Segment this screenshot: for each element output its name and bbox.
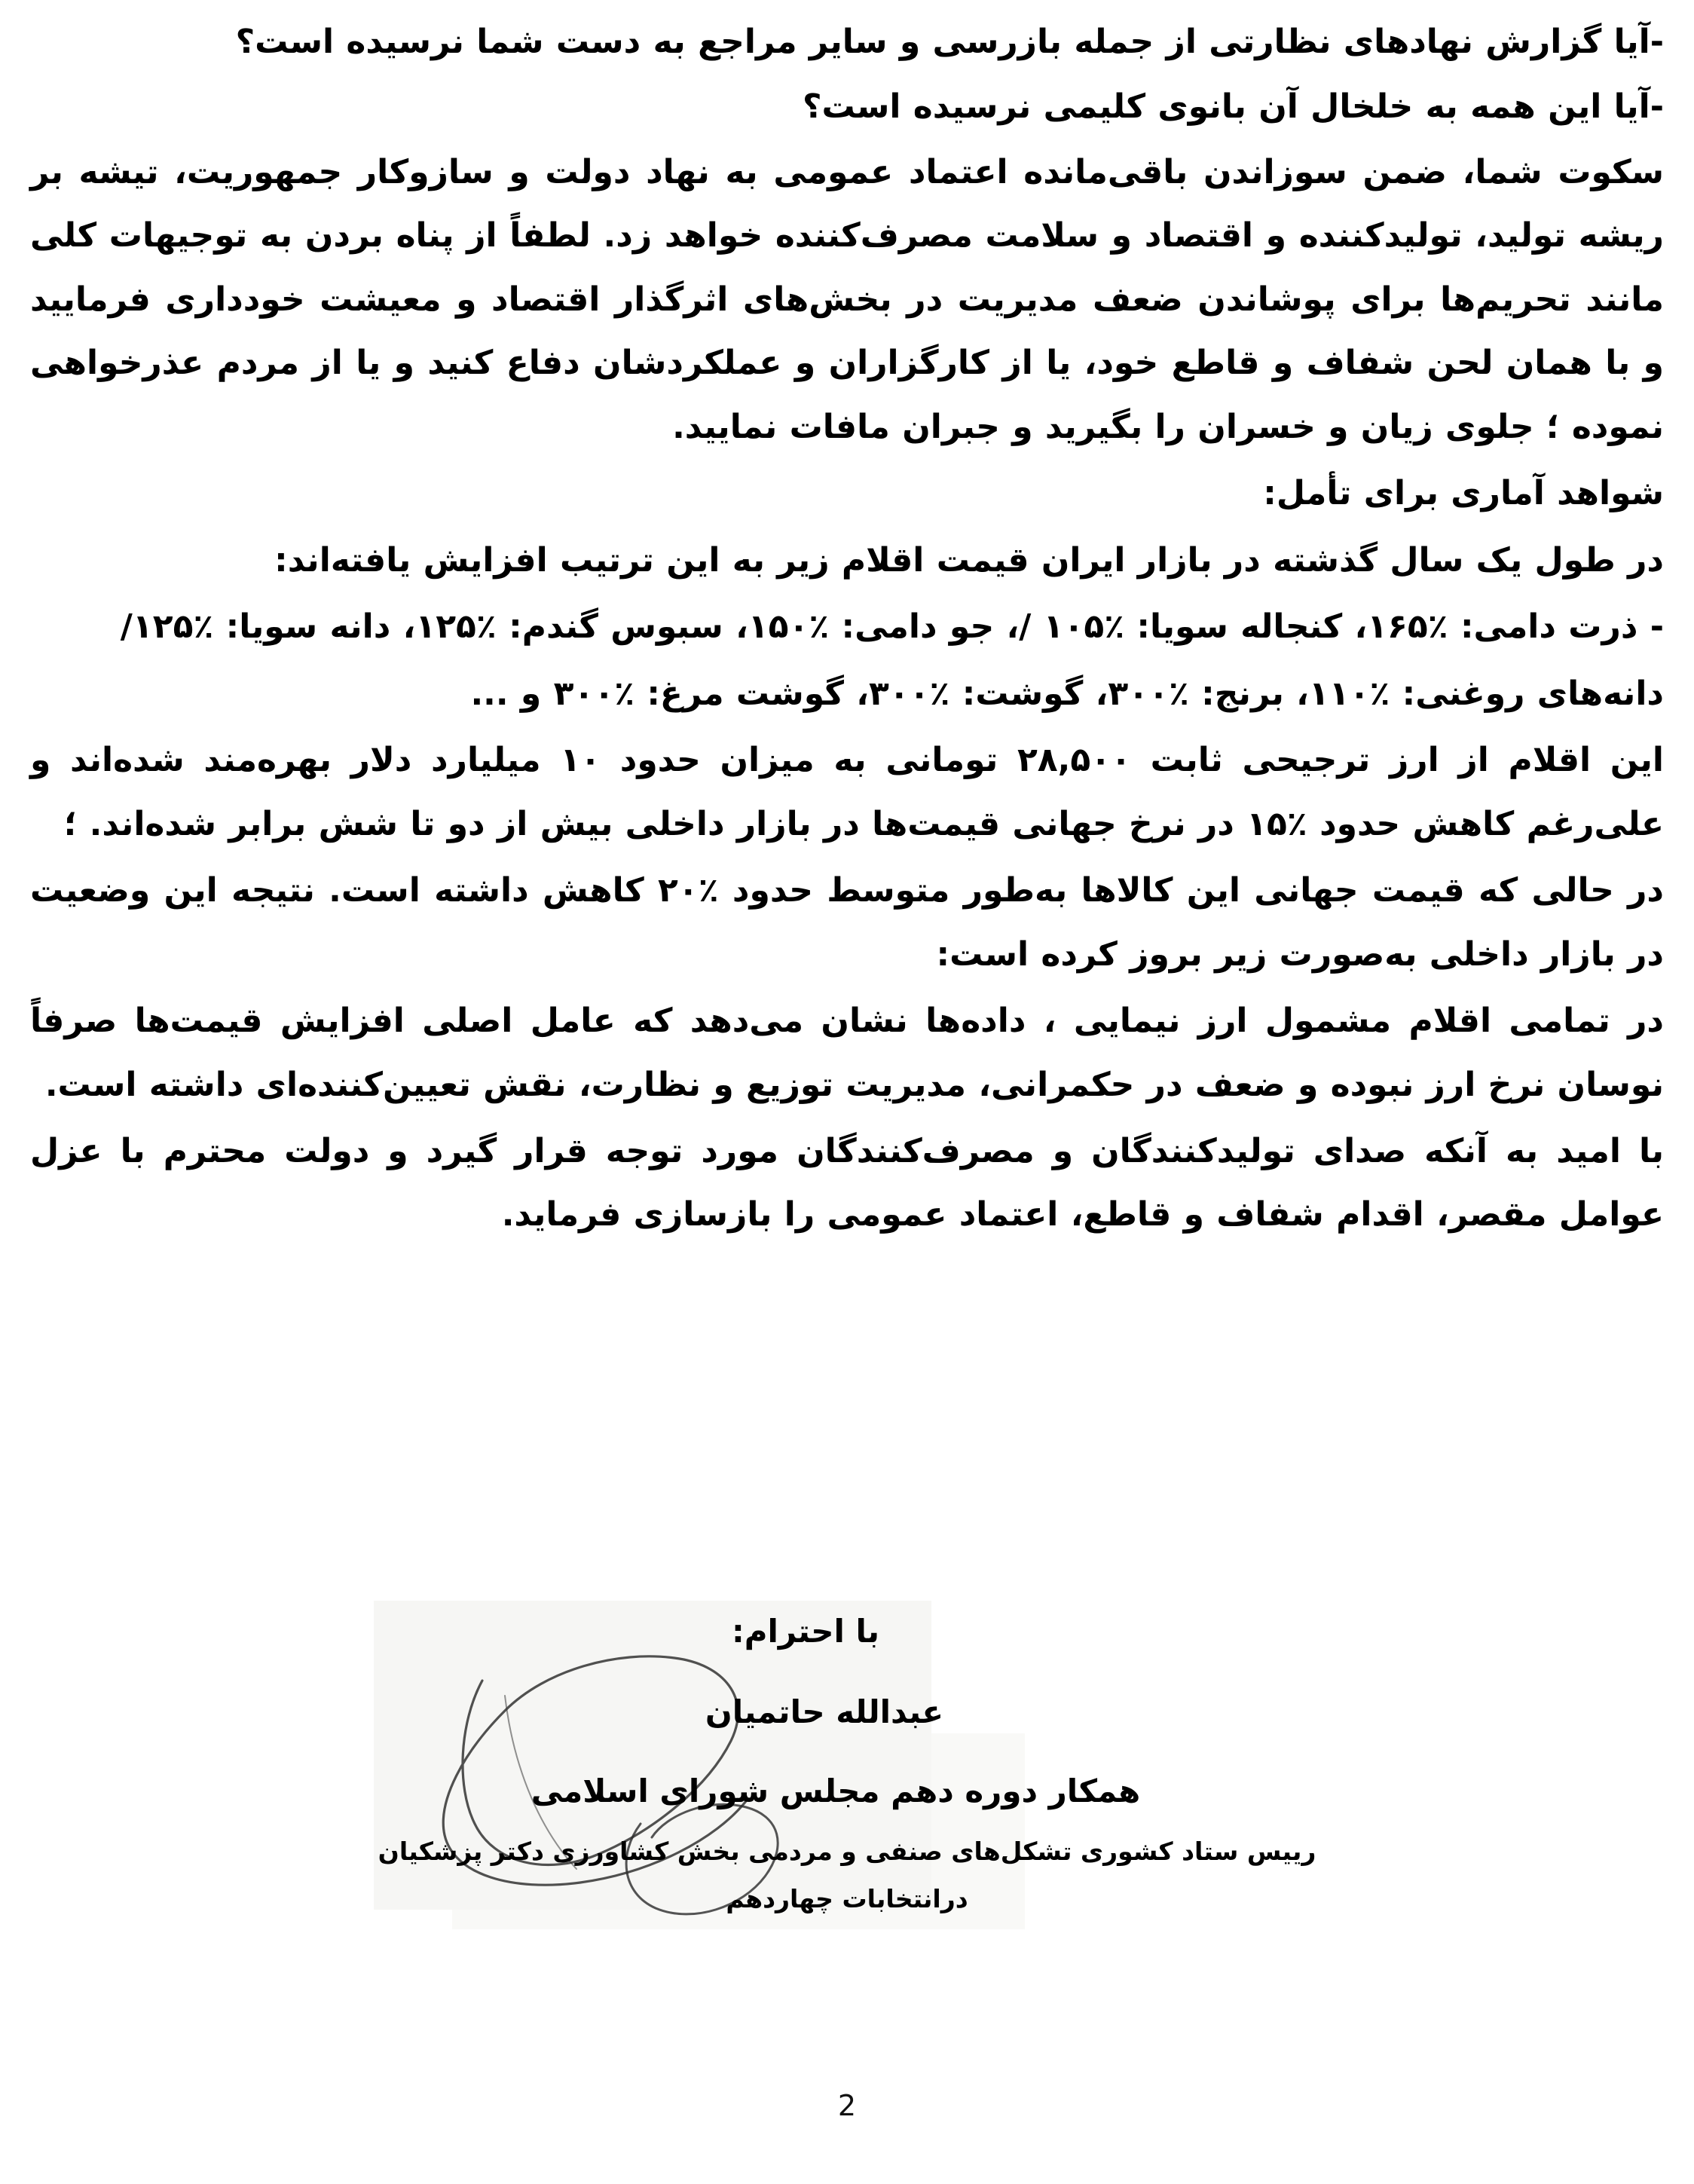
statistics-list-line-1: - ذرت دامی: ٪۱۶۵، کنجاله سویا: ٪۱۰۵ /، جو دامی: ٪۱۵۰، سبوس گندم: ٪۱۲۵، دانه سویا: ٪۱۲۵/ <box>120 607 1664 647</box>
signer-name: عبدالله حاتمیان <box>705 1693 944 1731</box>
statistics-list-line-2: دانه‌های روغنی: ٪۱۱۰، برنج: ٪۳۰۰، گوشت: ٪۳۰۰، گوشت مرغ: ٪۳۰۰ و ... <box>470 674 1664 713</box>
question-line-2: -آیا این همه به خلخال آن بانوی کلیمی نرسیده است؟ <box>802 87 1664 127</box>
signer-role-primary: همکار دوره دهم مجلس شورای اسلامی <box>531 1773 1141 1810</box>
signer-role-secondary: رییس ستاد کشوری تشکل‌های صنفی و مردمی بخش کشاورزی دکتر پزشکیان <box>378 1837 1316 1867</box>
paragraph-global-prices: در حالی که قیمت جهانی این کالاها به‌طور متوسط حدود ٪۲۰ کاهش داشته است. نتیجه این وضعیت در بازار داخلی به‌صورت زیر بروز کرده است: <box>30 871 1664 974</box>
paragraph-preferential-currency: این اقلام از ارز ترجیحی ثابت ۲۸,۵۰۰ تومانی به میزان حدود ۱۰ میلیارد دلار بهره‌مند شده‌اند و علی‌رغم کاهش حدود ٪۱۵ در نرخ جهانی قیمت‌ها در بازار داخلی بیش از دو تا شش برابر شده‌اند. ؛ <box>30 741 1664 843</box>
statistics-intro: در طول یک سال گذشته در بازار ایران قیمت اقلام زیر به این ترتیب افزایش یافته‌اند: <box>274 540 1664 580</box>
closing-regards: با احترام: <box>731 1613 880 1650</box>
document-body <box>30 11 1664 1250</box>
signer-role-tertiary: درانتخابات چهاردهم <box>726 1884 968 1914</box>
paragraph-hope: با امید به آنکه صدای تولیدکنندگان و مصرف‌کنندگان مورد توجه قرار گیرد و دولت محترم با عزل عوامل مقصر، اقدام شفاف و قاطع، اعتماد عمومی را بازسازی فرماید. <box>30 1131 1664 1234</box>
page-number: 2 <box>837 2089 857 2122</box>
question-line-1: -آیا گزارش نهادهای نظارتی از جمله بازرسی و سایر مراجع به دست شما نرسیده است؟ <box>235 23 1664 61</box>
paragraph-appeal: سکوت شما، ضمن سوزاندن باقی‌مانده اعتماد عمومی به نهاد دولت و سازوکار جمهوریت، تیشه بر ریشه تولید، تولیدکننده و اقتصاد و سلامت مصرف‌کننده خواهد زد. لطفاً از پناه بردن به توجیهات کلی مانند تحریم‌ها برای پوشاندن ضعف مدیریت در بخش‌های اثرگذار اقتصاد و معیشت خودداری فرمایید و با همان لحن شفاف و قاطع خود، یا از کارگزاران و عملکردشان دفاع کنید و یا از مردم عذرخواهی نموده ؛ جلوی زیان و خسران را بگیرید و جبران مافات نمایید. <box>30 152 1664 446</box>
statistics-heading: شواهد آماری برای تأمل: <box>1263 474 1664 513</box>
signature-block <box>0 1607 1694 1919</box>
paragraph-nima-currency: در تمامی اقلام مشمول ارز نیمایی ، داده‌ها نشان می‌دهد که عامل اصلی افزایش قیمت‌ها صرفاً نوسان نرخ ارز نبوده و ضعف در حکمرانی، مدیریت توزیع و نظارت، نقش تعیین‌کننده‌ای داشته است. <box>30 1002 1664 1104</box>
